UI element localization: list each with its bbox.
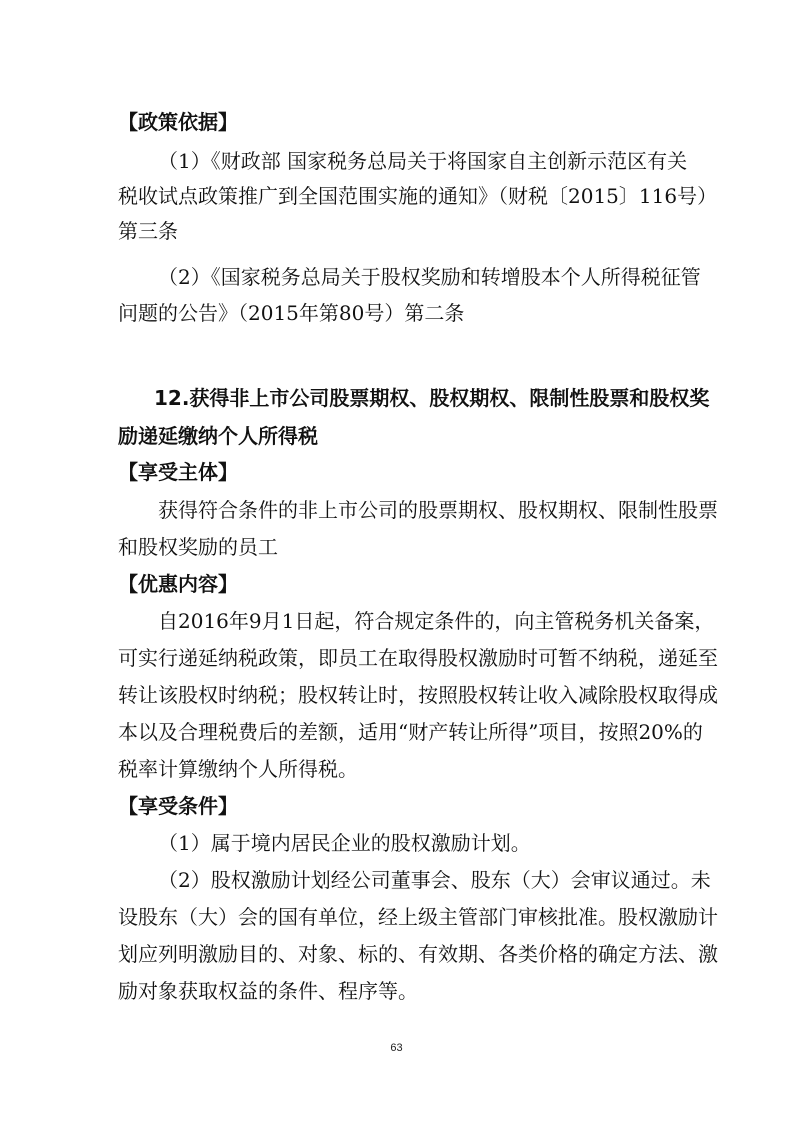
content-line: 税率计算缴纳个人所得税。 (118, 757, 358, 781)
condition-line: 划应列明激励目的、对象、标的、有效期、各类价格的确定方法、激 (118, 942, 718, 966)
page-number: 63 (390, 1042, 403, 1054)
condition-line: 设股东（大）会的国有单位，经上级主管部门审核批准。股权激励计 (118, 905, 718, 929)
policy-basis-line: （2）《国家税务总局关于股权奖励和转增股本个人所得税征管 (158, 265, 701, 289)
heading-policy-basis: 【政策依据】 (118, 110, 238, 134)
beneficiary-line: 获得符合条件的非上市公司的股票期权、股权期权、限制性股票 (158, 498, 718, 522)
content-line: 转让该股权时纳税；股权转让时，按照股权转让收入减除股权取得成 (118, 683, 718, 707)
condition-line: 励对象获取权益的条件、程序等。 (118, 979, 418, 1003)
beneficiary-line: 和股权奖励的员工 (118, 535, 278, 559)
heading-beneficiary: 【享受主体】 (118, 460, 238, 484)
condition-line: （1）属于境内居民企业的股权激励计划。 (158, 831, 531, 855)
content-line: 可实行递延纳税政策，即员工在取得股权激励时可暂不纳税，递延至 (118, 646, 718, 670)
policy-basis-line: 问题的公告》（2015年第80号）第二条 (118, 301, 465, 325)
policy-basis-line: （1）《财政部 国家税务总局关于将国家自主创新示范区有关 (158, 149, 688, 173)
item-12-title: 励递延缴纳个人所得税 (118, 424, 318, 448)
policy-basis-line: 税收试点政策推广到全国范围实施的通知》（财税〔2015〕116号） (118, 184, 718, 208)
content-line: 自2016年9月1日起，符合规定条件的，向主管税务机关备案， (158, 609, 715, 633)
content-line: 本以及合理税费后的差额，适用“财产转让所得”项目，按照20%的 (118, 720, 703, 744)
item-12-title: 12.获得非上市公司股票期权、股权期权、限制性股票和股权奖 (154, 386, 710, 410)
condition-line: （2）股权激励计划经公司董事会、股东（大）会审议通过。未 (158, 868, 711, 892)
heading-conditions: 【享受条件】 (118, 794, 238, 818)
heading-preferential-content: 【优惠内容】 (118, 572, 238, 596)
policy-basis-line: 第三条 (118, 219, 178, 243)
